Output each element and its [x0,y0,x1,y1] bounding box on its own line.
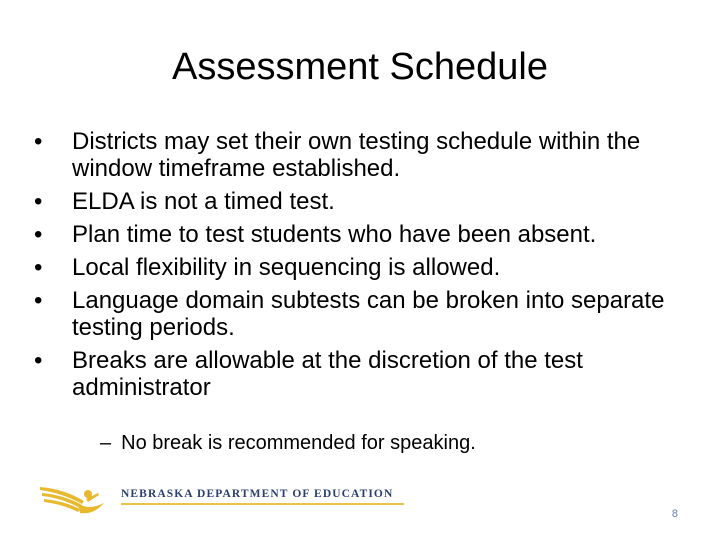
page-number: 8 [671,508,678,520]
org-name: NEBRASKA DEPARTMENT OF EDUCATION [121,488,394,500]
bullet-item [30,221,700,248]
bullet-marker: • [34,221,43,248]
footer-divider [121,503,404,505]
slide-title: Assessment Schedule [172,46,548,88]
bullet-text: ELDA is not a timed test. [72,188,335,215]
nebraska-dept-education-logo-icon [38,481,114,517]
bullet-text: Districts may set their own testing schedule within the window timeframe established. [72,128,641,182]
bullet-text: Plan time to test students who have been absent. [72,221,597,248]
bullet-marker: • [34,254,43,281]
bullet-item [30,188,700,215]
bullet-list [30,128,700,407]
bullet-marker: • [34,287,43,314]
bullet-item [30,254,700,281]
bullet-marker: • [34,128,43,155]
bullet-item [30,287,700,341]
bullet-marker: • [34,188,43,215]
bullet-text: Breaks are allowable at the discretion of the test administrator [72,347,583,401]
sub-bullet [100,430,680,456]
sub-bullet-text: No break is recommended for speaking. [121,432,476,454]
bullet-text: Local flexibility in sequencing is allowed. [72,254,501,281]
bullet-text: Language domain subtests can be broken into separate testing periods. [72,287,665,341]
sub-bullet-dash: – [100,432,112,454]
bullet-item [30,128,700,182]
bullet-marker: • [34,347,43,374]
bullet-item [30,347,700,401]
